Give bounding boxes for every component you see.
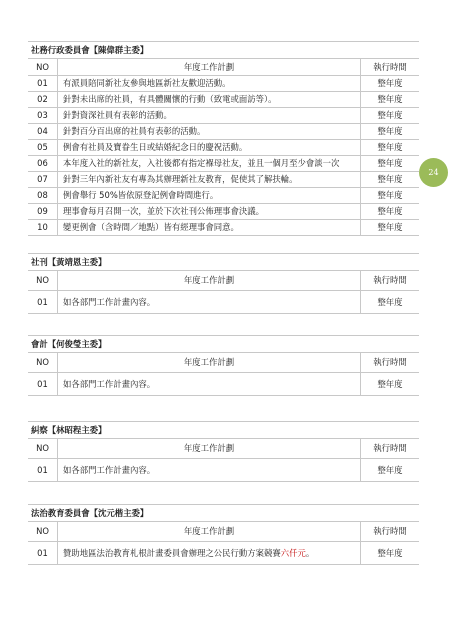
row-no: 02 — [28, 91, 58, 107]
row-time: 整年度 — [361, 155, 420, 171]
row-plan: 例會有社員及寶眷生日或結婚紀念日的慶祝活動。 — [58, 139, 361, 155]
row-time: 整年度 — [361, 107, 420, 123]
row-no: 07 — [28, 171, 58, 187]
table-header-row — [28, 522, 419, 541]
row-no: 03 — [28, 107, 58, 123]
header-plan: 年度工作計劃 — [58, 353, 361, 372]
table-row — [28, 541, 419, 564]
row-no: 01 — [37, 378, 48, 389]
header-time: 執行時間 — [361, 353, 420, 372]
row-plan-text: 贊助地區法治教育札根計畫委員會辦理之公民行動方案競賽 — [63, 547, 281, 558]
row-time: 整年度 — [377, 547, 403, 558]
section-bulletin — [28, 253, 419, 314]
row-no: 01 — [37, 547, 48, 558]
header-plan: 年度工作計劃 — [58, 439, 361, 458]
row-plan — [58, 541, 361, 564]
table-row — [28, 372, 419, 395]
row-time: 整年度 — [361, 91, 420, 107]
row-time: 整年度 — [377, 464, 403, 475]
table-row — [28, 107, 419, 123]
header-no: NO — [28, 271, 58, 290]
table-row — [28, 219, 419, 235]
row-plan: 如各部門工作計畫內容。 — [58, 290, 361, 313]
plan-table — [28, 353, 419, 395]
row-no: 06 — [28, 155, 58, 171]
table-header-row — [28, 59, 419, 75]
row-plan: 針對百分百出席的社員有表彰的活動。 — [58, 123, 361, 139]
page-number-badge: 24 — [419, 158, 448, 187]
table-row — [28, 123, 419, 139]
section-title: 會計【何俊瑩主委】 — [28, 336, 419, 353]
row-time: 整年度 — [377, 296, 403, 307]
row-plan: 例會舉行 50%皆依原登記例會時間進行。 — [58, 187, 361, 203]
row-time: 整年度 — [361, 187, 420, 203]
header-plan: 年度工作計劃 — [58, 271, 361, 290]
plan-table — [28, 271, 419, 313]
table-row — [28, 75, 419, 91]
header-time: 執行時間 — [361, 522, 420, 541]
row-plan: 針對資深社員有表彰的活動。 — [58, 107, 361, 123]
header-no: NO — [28, 353, 58, 372]
row-time: 整年度 — [361, 203, 420, 219]
row-plan: 理事會每月召開一次，並於下次社刊公佈理事會決議。 — [58, 203, 361, 219]
header-no: NO — [28, 439, 58, 458]
row-time: 整年度 — [361, 75, 420, 91]
section-title: 社務行政委員會【陳偉群主委】 — [28, 42, 419, 59]
row-time: 整年度 — [361, 123, 420, 139]
highlighted-amount: 六仟元 — [280, 547, 306, 558]
table-header-row — [28, 353, 419, 372]
header-time: 執行時間 — [361, 59, 420, 75]
row-no: 08 — [28, 187, 58, 203]
row-plan-text-end: 。 — [305, 547, 315, 558]
table-row — [28, 171, 419, 187]
header-plan: 年度工作計劃 — [58, 59, 361, 75]
table-row — [28, 139, 419, 155]
row-time: 整年度 — [377, 222, 403, 233]
table-row — [28, 187, 419, 203]
row-plan: 如各部門工作計畫內容。 — [58, 458, 361, 481]
table-row — [28, 91, 419, 107]
header-no: NO — [28, 522, 58, 541]
plan-table — [28, 439, 419, 481]
row-plan: 變更例會（含時間／地點）皆有經理事會同意。 — [58, 219, 361, 235]
section-legal-education — [28, 504, 419, 565]
row-no: 10 — [37, 222, 48, 233]
row-no: 04 — [28, 123, 58, 139]
plan-table — [28, 59, 419, 235]
header-time: 執行時間 — [361, 271, 420, 290]
row-plan: 本年度入社的新社友，入社後都有指定褓母社友，並且一個月至少會談一次 — [58, 155, 361, 171]
table-row — [28, 155, 419, 171]
row-plan: 針對未出席的社員，有具體關懷的行動（致電或面訪等）。 — [58, 91, 361, 107]
row-no: 01 — [37, 296, 48, 307]
table-header-row — [28, 439, 419, 458]
table-row — [28, 290, 419, 313]
row-no: 09 — [28, 203, 58, 219]
section-accounting — [28, 335, 419, 396]
header-time: 執行時間 — [361, 439, 420, 458]
row-no: 01 — [28, 75, 58, 91]
row-plan: 針對三年內新社友有專為其辦理新社友教育，促使其了解扶輪。 — [58, 171, 361, 187]
row-plan: 有派員陪同新社友參與地區新社友歡迎活動。 — [58, 75, 361, 91]
row-no: 05 — [28, 139, 58, 155]
section-title: 糾察【林昭程主委】 — [28, 422, 419, 439]
section-title: 法治教育委員會【沈元楷主委】 — [28, 505, 419, 522]
section-title: 社刊【黃靖恩主委】 — [28, 254, 419, 271]
table-header-row — [28, 271, 419, 290]
row-time: 整年度 — [361, 171, 420, 187]
table-row — [28, 203, 419, 219]
table-row — [28, 458, 419, 481]
row-plan: 如各部門工作計畫內容。 — [58, 372, 361, 395]
section-admin-committee — [28, 41, 419, 236]
header-plan: 年度工作計劃 — [58, 522, 361, 541]
row-time: 整年度 — [377, 378, 403, 389]
section-sergeant — [28, 421, 419, 482]
plan-table — [28, 522, 419, 564]
header-no: NO — [28, 59, 58, 75]
row-time: 整年度 — [361, 139, 420, 155]
row-no: 01 — [37, 464, 48, 475]
